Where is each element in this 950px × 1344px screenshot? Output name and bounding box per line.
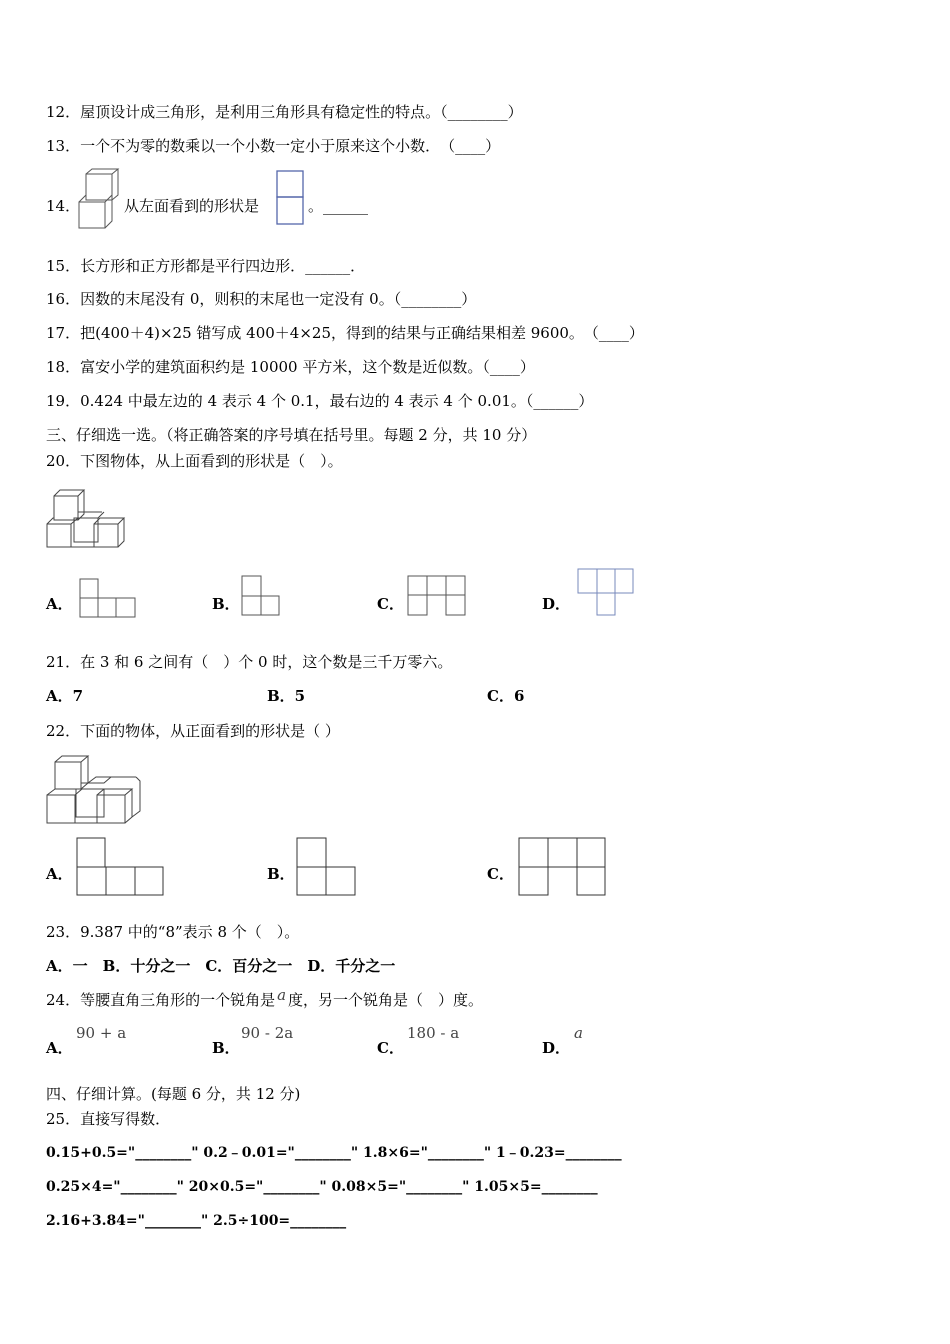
question-15: 15．长方形和正方形都是平行四边形．______． xyxy=(46,257,366,275)
q20-option-c-figure xyxy=(407,575,467,617)
q24-option-d-label: D． xyxy=(542,1039,571,1057)
q20-option-b-figure xyxy=(241,575,281,617)
question-16: 16．因数的末尾没有 0，则积的末尾也一定没有 0。（________） xyxy=(46,290,477,308)
q23-options: A．一 B．十分之一 C．百分之一 D．千分之一 xyxy=(46,957,396,975)
question-25: 25．直接写得数． xyxy=(46,1110,171,1128)
q20-solid-figure xyxy=(46,488,132,550)
q20-option-b-label: B． xyxy=(212,595,240,613)
q24-option-c-label: C． xyxy=(377,1039,404,1057)
section-3-heading: 三、仔细选一选。（将正确答案的序号填在括号里。每题 2 分，共 10 分） xyxy=(46,426,537,444)
q24-option-b-label: B． xyxy=(212,1039,240,1057)
q25-row-1: 0.15+0.5="________" 0.2﹣0.01="________" 1.8×6="________" 1﹣0.23=________ xyxy=(46,1145,622,1161)
question-21: 21．在 3 和 6 之间有（ ）个 0 时，这个数是三千万零六。 xyxy=(46,653,453,671)
q24-option-d-expr: a xyxy=(574,1024,583,1042)
question-14-text: 从左面看到的形状是 xyxy=(124,197,260,215)
q22-option-b-figure xyxy=(296,837,358,897)
q22-option-a-label: A． xyxy=(46,865,73,883)
q20-option-c-label: C． xyxy=(377,595,404,613)
question-18: 18．富安小学的建筑面积约是 10000 平方米，这个数是近似数。（____） xyxy=(46,358,535,376)
q24-stem-part-1: 24．等腰直角三角形的一个锐角是 xyxy=(46,991,276,1009)
question-14 xyxy=(46,196,80,216)
q20-option-d-figure xyxy=(577,568,635,618)
q21-option-c: C．6 xyxy=(487,687,525,705)
question-14-number: 14． xyxy=(46,197,81,215)
question-12: 12．屋顶设计成三角形，是利用三角形具有稳定性的特点。（________） xyxy=(46,103,523,121)
q20-option-d-label: D． xyxy=(542,595,571,613)
question-22: 22．下面的物体，从正面看到的形状是（ ） xyxy=(46,722,340,740)
question-24 xyxy=(46,986,484,1010)
q24-option-c-expr: 180 - a xyxy=(407,1024,460,1042)
q24-option-a-expr: 90 + a xyxy=(76,1024,127,1042)
q21-option-a: A．7 xyxy=(46,687,84,705)
question-17: 17．把(400＋4)×25 错写成 400＋4×25，得到的结果与正确结果相差 9600。 （____） xyxy=(46,324,644,342)
q25-row-2: 0.25×4="________" 20×0.5="________" 0.08×5="________" 1.05×5=________ xyxy=(46,1179,598,1195)
q22-option-c-label: C． xyxy=(487,865,514,883)
q24-option-a-label: A． xyxy=(46,1039,73,1057)
q22-option-c-figure xyxy=(518,837,608,897)
q21-option-b: B．5 xyxy=(267,687,306,705)
q24-variable: a xyxy=(277,986,287,1004)
q24-option-b-expr: 90 - 2a xyxy=(241,1024,294,1042)
q20-option-a-figure xyxy=(79,578,137,618)
question-23: 23．9.387 中的“8”表示 8 个（ ）。 xyxy=(46,923,300,941)
section-4-heading: 四、仔细计算。(每题 6 分，共 12 分) xyxy=(46,1085,301,1103)
q14-left-view-figure xyxy=(276,170,304,226)
question-13: 13．一个不为零的数乘以一个小数一定小于原来这个小数． （____） xyxy=(46,137,501,155)
q20-option-a-label: A． xyxy=(46,595,73,613)
q24-stem-part-2: 度，另一个锐角是（ ）度。 xyxy=(288,991,484,1009)
question-20: 20．下图物体，从上面看到的形状是（ ）。 xyxy=(46,452,343,470)
question-14-blank: 。______ xyxy=(308,197,369,215)
question-19: 19．0.424 中最左边的 4 表示 4 个 0.1，最右边的 4 表示 4 个 0.01。（______） xyxy=(46,392,594,410)
q22-solid-figure xyxy=(46,755,144,827)
q14-solid-figure xyxy=(78,168,122,230)
q22-option-b-label: B． xyxy=(267,865,295,883)
q25-row-3: 2.16+3.84="________" 2.5÷100=________ xyxy=(46,1213,347,1229)
q22-option-a-figure xyxy=(76,837,166,897)
